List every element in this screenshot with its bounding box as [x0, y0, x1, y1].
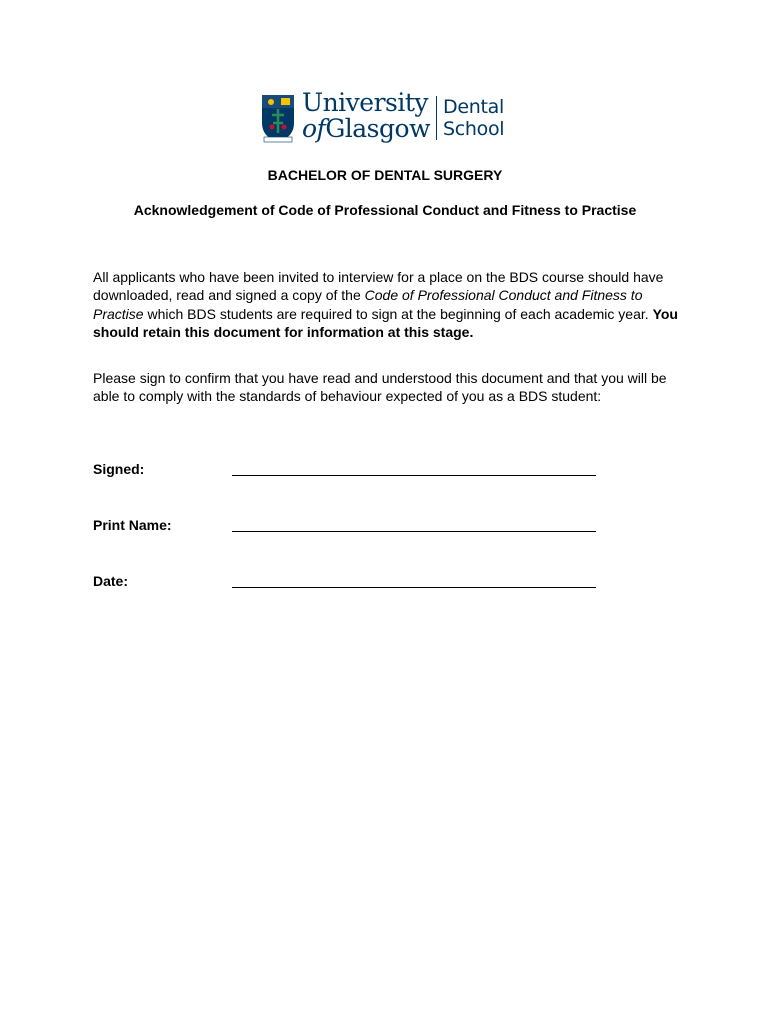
document-title: BACHELOR OF DENTAL SURGERY	[267, 167, 503, 183]
logo-university-text: University	[302, 88, 429, 117]
retain-notice: You should retain this document for information at this stage.	[93, 305, 678, 340]
intro-paragraph: All applicants who have been invited to interview for a place on the BDS course should have downloaded, read and signed a copy of the Code of Professional Conduct and Fitness to Practise which BDS students are required to sign at the beginning of each academic year. You should retain this document for information at this stage.	[93, 269, 678, 340]
logo-divider	[436, 96, 437, 140]
logo-school-text: School	[443, 118, 505, 140]
date-label: Date:	[93, 573, 129, 589]
print-name-label: Print Name:	[93, 517, 172, 533]
university-crest-icon	[260, 93, 296, 143]
university-logo	[260, 90, 512, 146]
date-line[interactable]	[232, 573, 596, 588]
document-subtitle: Acknowledgement of Code of Professional Conduct and Fitness to Practise	[133, 202, 637, 218]
print-name-line[interactable]	[232, 517, 596, 532]
signed-label: Signed:	[93, 461, 145, 477]
logo-dental-text: Dental	[443, 96, 504, 118]
code-document-title: Code of Professional Conduct and Fitness to Practise	[93, 287, 643, 322]
logo-glasgow-text: ofGlasgow	[302, 114, 430, 143]
signed-line[interactable]	[232, 461, 596, 476]
confirmation-paragraph: Please sign to confirm that you have read and understood this document and that you will be able to comply with the standards of behaviour expected of you as a BDS student:	[93, 370, 667, 405]
